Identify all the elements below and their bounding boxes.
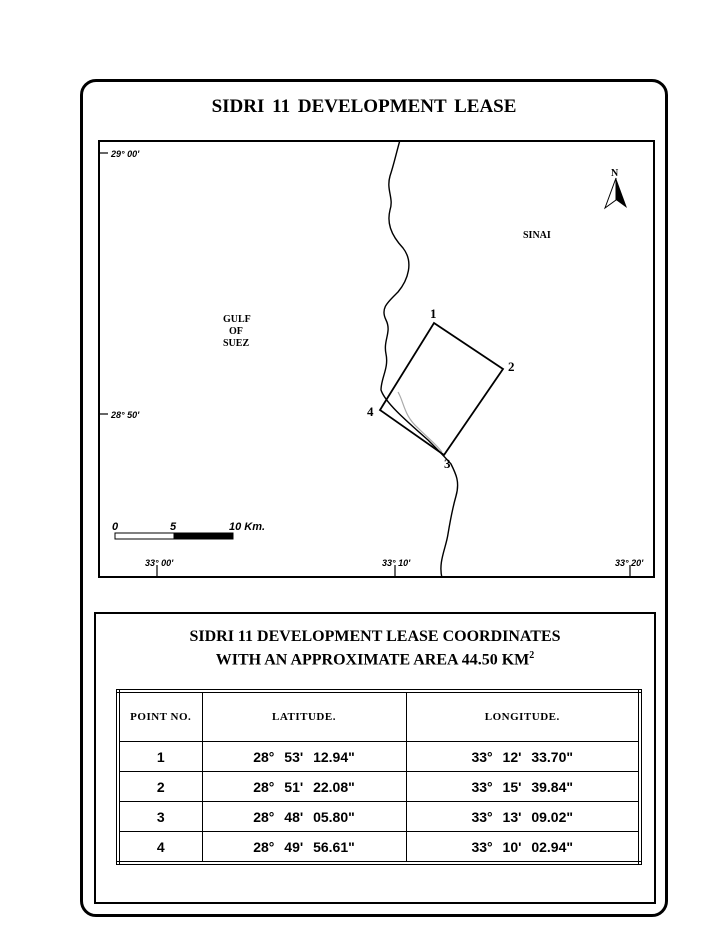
- north-arrow-icon: [605, 168, 627, 208]
- table-row: [118, 772, 640, 802]
- cell-point: 3: [118, 802, 202, 832]
- lease-polygon: [380, 323, 503, 455]
- page-title: SIDRI 11 DEVELOPMENT LEASE: [211, 96, 517, 117]
- cell-longitude: 33° 10' 02.94": [406, 832, 640, 864]
- table-row: [118, 832, 640, 864]
- table-header-row: [118, 691, 640, 742]
- cell-latitude: 28° 49' 56.61": [202, 832, 406, 864]
- cell-latitude: 28° 48' 05.80": [202, 802, 406, 832]
- lease-map: [98, 140, 655, 578]
- scale-label-10: 10 Km.: [229, 521, 266, 533]
- table-title-line2: [94, 650, 656, 669]
- scale-label-0: 0: [112, 521, 119, 533]
- cell-latitude: 28° 53' 12.94": [202, 742, 406, 772]
- cell-longitude: 33° 13' 09.02": [406, 802, 640, 832]
- label-sinai: SINAI: [523, 230, 551, 241]
- table-title-text: WITH AN APPROXIMATE AREA 44.50 KM: [215, 651, 530, 669]
- cell-point: 1: [118, 742, 202, 772]
- point-label-2: 2: [508, 359, 515, 374]
- table-row: [118, 802, 640, 832]
- coordinates-table: [116, 689, 642, 865]
- lon-label-33-20: 33° 20': [615, 558, 644, 568]
- cell-longitude: 33° 12' 33.70": [406, 742, 640, 772]
- table-row: [118, 742, 640, 772]
- cell-longitude: 33° 15' 39.84": [406, 772, 640, 802]
- scale-bar: [112, 521, 265, 539]
- inner-coast: [398, 392, 442, 452]
- lat-label-29-00: 29° 00': [111, 149, 140, 159]
- label-of: OF: [229, 326, 243, 337]
- label-suez: SUEZ: [223, 338, 250, 349]
- label-gulf: GULF: [223, 314, 251, 325]
- point-label-3: 3: [444, 456, 451, 471]
- cell-latitude: 28° 51' 22.08": [202, 772, 406, 802]
- cell-point: 2: [118, 772, 202, 802]
- point-label-4: 4: [367, 404, 374, 419]
- point-label-1: 1: [430, 306, 437, 321]
- north-label: N: [611, 168, 619, 179]
- lon-label-33-10: 33° 10': [382, 558, 411, 568]
- coastline: [381, 140, 458, 578]
- table-title-line1: SIDRI 11 DEVELOPMENT LEASE COORDINATES: [189, 628, 561, 645]
- lon-label-33-00: 33° 00': [145, 558, 174, 568]
- scale-label-5: 5: [170, 521, 177, 533]
- header-latitude: LATITUDE.: [202, 691, 406, 742]
- table-title-superscript: 2: [529, 650, 535, 661]
- header-point-no: POINT NO.: [118, 691, 202, 742]
- lat-label-28-50: 28° 50': [111, 410, 140, 420]
- header-longitude: LONGITUDE.: [406, 691, 640, 742]
- cell-point: 4: [118, 832, 202, 864]
